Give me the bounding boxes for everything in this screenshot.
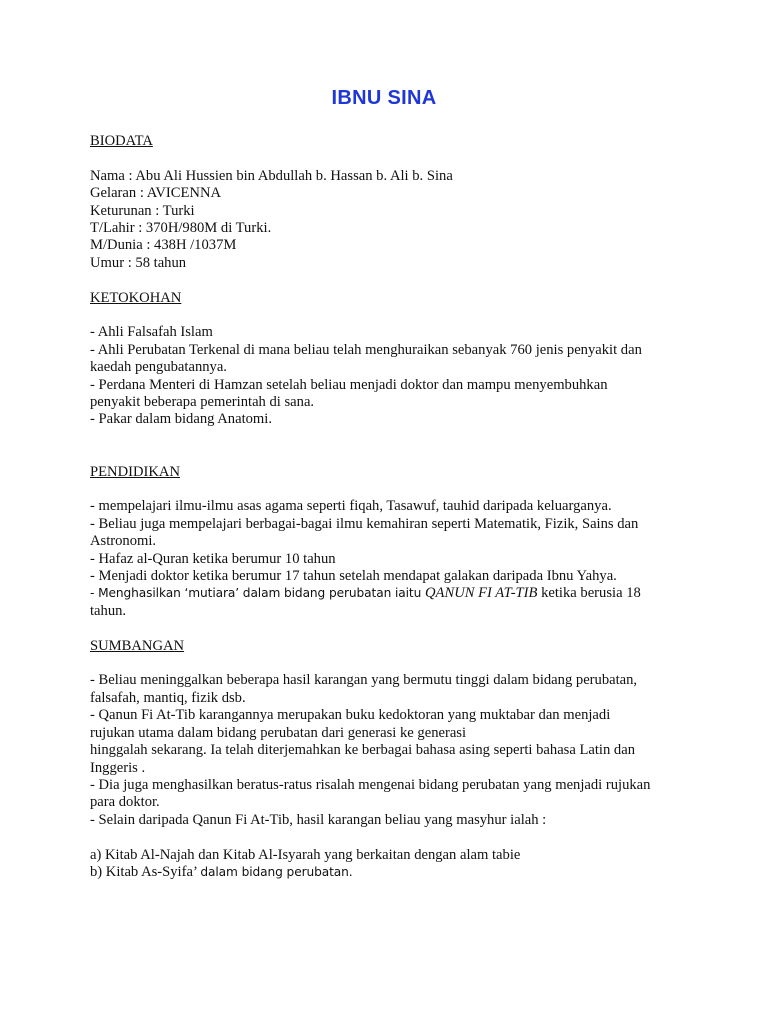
ketokohan-line: - Ahli Perubatan Terkenal di mana beliau telah menghuraikan sebanyak 760 jenis penyakit dan <box>90 341 642 358</box>
ketokohan-line: - Ahli Falsafah Islam <box>90 324 213 341</box>
biodata-line: Gelaran : AVICENNA <box>90 185 222 202</box>
pendidikan-qanun-line <box>90 585 690 602</box>
sumbangan-line: - Dia juga menghasilkan beratus-ratus risalah mengenai bidang perubatan yang menjadi rujukan <box>90 776 651 793</box>
list-item-sans: dalam bidang perubatan. <box>200 864 353 879</box>
document-body <box>90 133 690 881</box>
sumbangan-list-item: a) Kitab Al-Najah dan Kitab Al-Isyarah yang berkaitan dengan alam tabie <box>90 846 521 863</box>
pendidikan-line: - mempelajari ilmu-ilmu asas agama seperti fiqah, Tasawuf, tauhid daripada keluarganya. <box>90 498 612 515</box>
sumbangan-line: - Beliau meninggalkan beberapa hasil karangan yang bermutu tinggi dalam bidang perubatan, <box>90 672 638 689</box>
ketokohan-line: kaedah pengubatannya. <box>90 359 227 376</box>
sumbangan-list-item <box>90 864 690 881</box>
pendidikan-line: - Menjadi doktor ketika berumur 17 tahun setelah mendapat galakan daripada Ibnu Yahya. <box>90 568 617 585</box>
sumbangan-line: - Selain daripada Qanun Fi At-Tib, hasil karangan beliau yang masyhur ialah : <box>90 811 547 828</box>
document-title: IBNU SINA <box>331 87 437 109</box>
qanun-line-prefix: - Menghasilkan ‘mutiara’ dalam bidang perubatan iaitu <box>90 586 426 601</box>
sumbangan-line: - Qanun Fi At-Tib karangannya merupakan buku kedoktoran yang muktabar dan menjadi <box>90 707 611 724</box>
sumbangan-line: Inggeris . <box>90 759 146 776</box>
biodata-line: Umur : 58 tahun <box>90 254 187 271</box>
sumbangan-line: rujukan utama dalam bidang perubatan dari generasi ke generasi <box>90 724 467 741</box>
ketokohan-line: penyakit beberapa pemerintah di sana. <box>90 394 315 411</box>
pendidikan-line: tahun. <box>90 602 127 619</box>
biodata-line: Keturunan : Turki <box>90 202 195 219</box>
section-heading-biodata: BIODATA <box>90 133 153 149</box>
ketokohan-line: - Perdana Menteri di Hamzan setelah beliau menjadi doktor dan mampu menyembuhkan <box>90 376 608 393</box>
pendidikan-line: Astronomi. <box>90 533 157 550</box>
ketokohan-line: - Pakar dalam bidang Anatomi. <box>90 411 272 428</box>
qanun-title-italic: QANUN FI AT-TIB <box>425 585 538 602</box>
list-item-prefix: b) Kitab As-Syifa’ <box>90 863 201 880</box>
sumbangan-line: hinggalah sekarang. Ia telah diterjemahkan ke berbagai bahasa asing seperti bahasa Latin dan <box>90 742 636 759</box>
pendidikan-line: - Hafaz al-Quran ketika berumur 10 tahun <box>90 550 336 567</box>
biodata-line: T/Lahir : 370H/980M di Turki. <box>90 220 272 237</box>
biodata-line: Nama : Abu Ali Hussien bin Abdullah b. Hassan b. Ali b. Sina <box>90 167 453 184</box>
pendidikan-line: - Beliau juga mempelajari berbagai-bagai ilmu kemahiran seperti Matematik, Fizik, Sains dan <box>90 515 639 532</box>
section-heading-pendidikan: PENDIDIKAN <box>90 463 180 480</box>
sumbangan-line: para doktor. <box>90 794 160 811</box>
section-heading-ketokohan: KETOKOHAN <box>90 289 182 306</box>
qanun-line-suffix: ketika berusia 18 <box>537 585 641 602</box>
sumbangan-line: falsafah, mantiq, fizik dsb. <box>90 689 246 706</box>
biodata-line: M/Dunia : 438H /1037M <box>90 237 237 254</box>
section-heading-sumbangan: SUMBANGAN <box>90 637 185 654</box>
